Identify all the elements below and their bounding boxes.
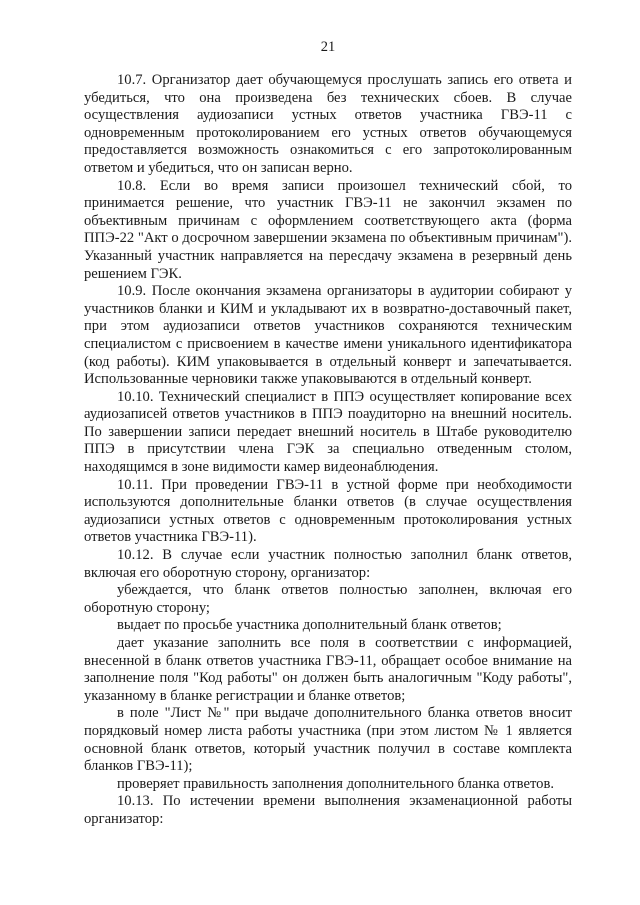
paragraph-10-8: 10.8. Если во время записи произошел технический сбой, то принимается решение, что участник ГВЭ-11 не закончил экзамен по объективным причинам с оформлением соответствующего акта (форма ППЭ-22 "Акт о досрочном завершении экзамена по объективным причинам"). Указанный участник направляется на пересдачу экзамена в резервный день решением ГЭК. — [84, 177, 572, 282]
paragraph-10-13: 10.13. По истечении времени выполнения экзаменационной работы организатор: — [84, 793, 572, 827]
list-item-issue-extra-form: выдает по просьбе участника дополнительный бланк ответов; — [117, 617, 502, 634]
paragraph-10-7: 10.7. Организатор дает обучающемуся прослушать запись его ответа и убедиться, что она произведена без технических сбоев. В случае осуществления аудиозаписи устных ответов участника ГВЭ-11 с одновременным протоколированием его устных ответов обучающемуся предоставляется возможность ознакомиться с его запротоколированным ответом и убедиться, что он записан верно. — [84, 72, 572, 176]
page-number: 21 — [320, 39, 336, 55]
list-item-check-form: убеждается, что бланк ответов полностью заполнен, включая его оборотную сторону; — [84, 582, 572, 616]
list-item-sheet-number: в поле "Лист №" при выдаче дополнительного бланка ответов вносит порядковый номер листа работы участника (при этом листом № 1 является основной бланк ответов, который участник получил в составе комплекта бланков ГВЭ-11); — [84, 705, 572, 775]
paragraph-10-9: 10.9. После окончания экзамена организаторы в аудитории собирают у участников бланки и КИМ и укладывают их в возвратно-доставочный пакет, при этом аудиозаписи ответов участников сохраняются техническим специалистом с присвоением в качестве имени уникального идентификатора (код работы). КИМ упаковывается в отдельный конверт и запечатывается. Использованные черновики также упаковываются в отдельный конверт. — [84, 283, 572, 388]
list-item-fill-fields: дает указание заполнить все поля в соответствии с информацией, внесенной в бланк ответов участника ГВЭ-11, обращает особое внимание на заполнение поля "Код работы" он должен быть аналогичным "Коду работы", указанному в бланке регистрации и бланке ответов; — [84, 635, 572, 704]
paragraph-10-12: 10.12. В случае если участник полностью заполнил бланк ответов, включая его оборотную сторону, организатор: — [84, 547, 572, 581]
paragraph-10-10: 10.10. Технический специалист в ППЭ осуществляет копирование всех аудиозаписей ответов участников в ППЭ поаудиторно на внешний носитель. По завершении записи передает внешний носитель в Штабе руководителю ППЭ в присутствии члена ГЭК за специально отведенным столом, находящимся в зоне видимости камер видеонаблюдения. — [84, 388, 572, 476]
document-page — [84, 38, 572, 829]
list-item-verify-fill: проверяет правильность заполнения дополнительного бланка ответов. — [117, 775, 554, 792]
paragraph-10-11: 10.11. При проведении ГВЭ-11 в устной форме при необходимости используются дополнительные бланки ответов (в случае осуществления аудиозаписи устных ответов с одновременным протоколирования устных ответов участника ГВЭ-11). — [84, 476, 572, 546]
